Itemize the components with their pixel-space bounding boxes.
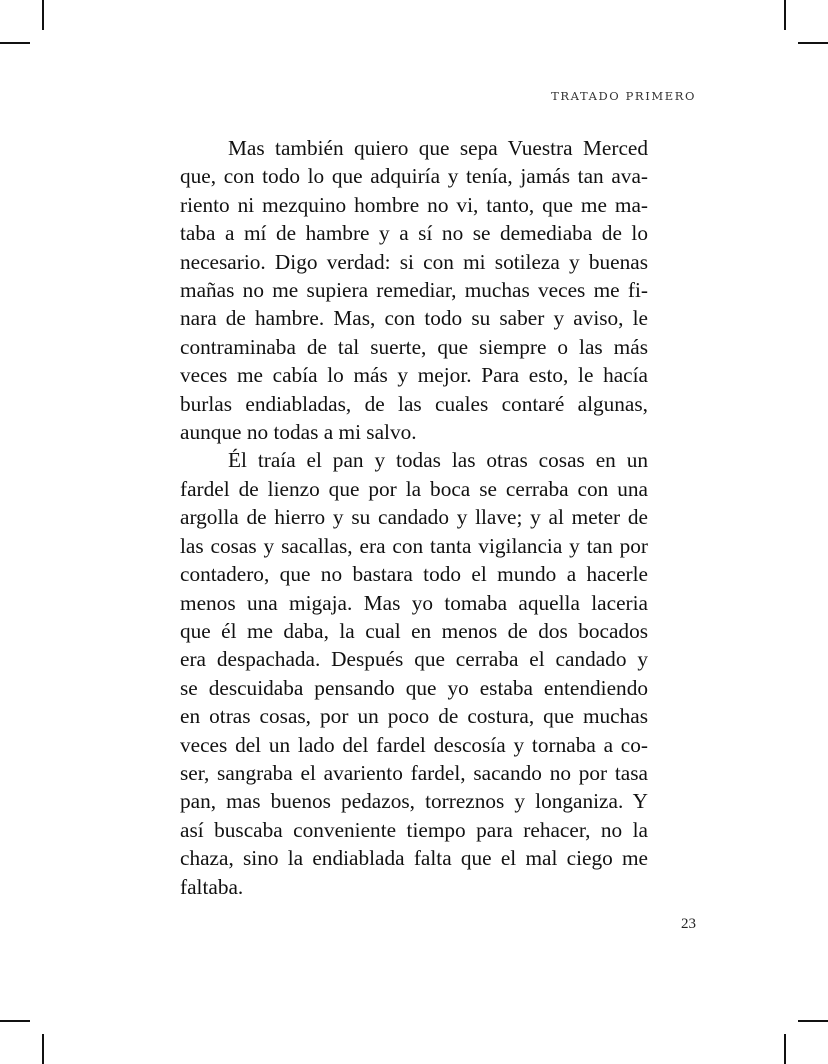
paragraph: [180, 134, 648, 446]
text-line: fardel de lienzo que por la boca se cerraba con una: [180, 476, 648, 501]
crop-mark-bottom-left-vertical: [42, 1034, 44, 1064]
text-line: Él traía el pan y todas las otras cosas en un: [228, 448, 648, 473]
text-line: pan, mas buenos pedazos, torreznos y longaniza. Y: [180, 789, 648, 814]
text-line: chaza, sino la endiablada falta que el mal ciego me: [180, 846, 648, 871]
text-line: aunque no todas a mi salvo.: [180, 420, 417, 445]
text-line: veces del un lado del fardel descosía y tornaba a co-: [180, 732, 648, 757]
crop-mark-bottom-right-vertical: [784, 1034, 786, 1064]
text-line: menos una migaja. Mas yo tomaba aquella laceria: [180, 590, 648, 615]
text-line: en otras cosas, por un poco de costura, que muchas: [180, 704, 648, 729]
body-text: [180, 134, 648, 901]
crop-mark-top-right-vertical: [784, 0, 786, 30]
crop-mark-top-left-vertical: [42, 0, 44, 30]
text-line: faltaba.: [180, 874, 244, 899]
text-line: que, con todo lo que adquiría y tenía, jamás tan ava-: [180, 164, 648, 189]
text-line: mañas no me supiera remediar, muchas veces me fi-: [180, 278, 648, 303]
text-line: así buscaba conveniente tiempo para rehacer, no la: [180, 817, 648, 842]
running-head: TRATADO PRIMERO: [551, 89, 696, 103]
text-line: contraminaba de tal suerte, que siempre o las más: [180, 334, 648, 359]
text-line: Mas también quiero que sepa Vuestra Merced: [228, 136, 648, 160]
crop-mark-top-right-horizontal: [798, 42, 828, 44]
text-line: las cosas y sacallas, era con tanta vigilancia y tan por: [180, 533, 648, 558]
text-line: nara de hambre. Mas, con todo su saber y aviso, le: [180, 306, 648, 331]
page-number: 23: [681, 916, 696, 932]
text-line: riento ni mezquino hombre no vi, tanto, que me ma-: [180, 192, 648, 217]
crop-mark-top-left-horizontal: [0, 42, 30, 44]
text-line: era despachada. Después que cerraba el candado y: [180, 647, 648, 672]
text-line: veces me cabía lo más y mejor. Para esto, le hacía: [180, 363, 648, 388]
crop-mark-bottom-left-horizontal: [0, 1020, 30, 1022]
paragraph: [180, 446, 648, 901]
text-line: burlas endiabladas, de las cuales contaré algunas,: [180, 391, 648, 416]
text-line: argolla de hierro y su candado y llave; y al meter de: [180, 505, 648, 530]
text-line: se descuidaba pensando que yo estaba entendiendo: [180, 675, 648, 700]
text-line: taba a mí de hambre y a sí no se demediaba de lo: [180, 221, 648, 246]
text-line: ser, sangraba el avariento fardel, sacando no por tasa: [180, 760, 648, 785]
text-line: que él me daba, la cual en menos de dos bocados: [180, 618, 648, 643]
crop-mark-bottom-right-horizontal: [798, 1020, 828, 1022]
text-line: contadero, que no bastara todo el mundo a hacerle: [180, 562, 648, 587]
text-line: necesario. Digo verdad: si con mi sotileza y buenas: [180, 249, 648, 274]
